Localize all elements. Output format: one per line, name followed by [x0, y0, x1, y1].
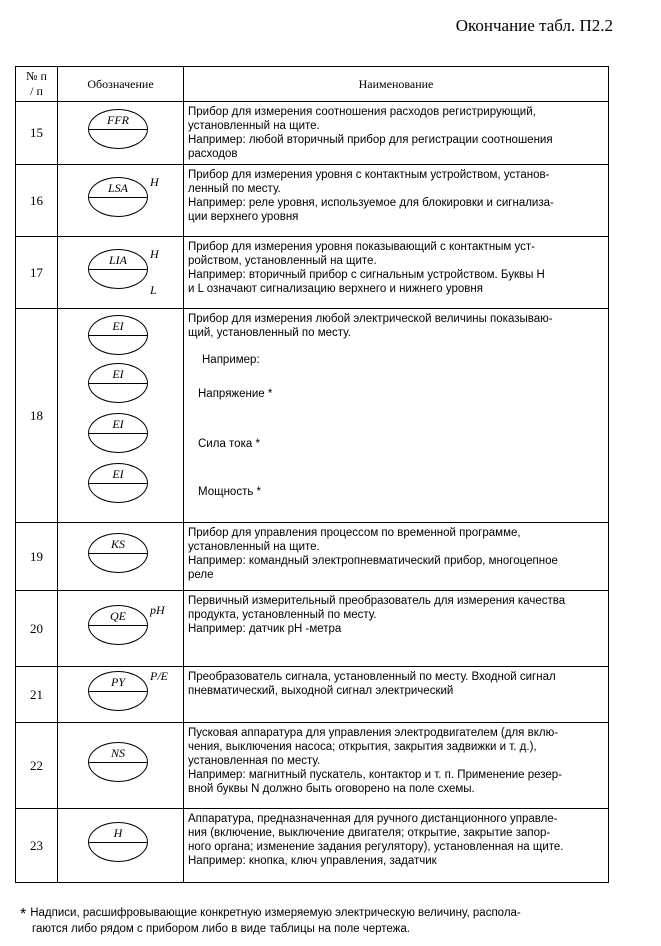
instrument-symbol [58, 102, 184, 165]
table-row [16, 309, 609, 523]
circle-divider-line [89, 553, 147, 554]
instrument-description [184, 102, 609, 165]
instrument-code: H [113, 826, 123, 840]
description-line: ного органа; изменение задания регулятору), установленная на щите. [188, 841, 564, 853]
circle-divider-line [89, 842, 147, 843]
table-row [16, 809, 609, 883]
upper-label: pH [150, 603, 165, 617]
instrument-circle-icon [88, 605, 148, 645]
description-line: ройством, установленный на щите. [188, 255, 377, 267]
upper-label: H [150, 247, 159, 261]
symbols-table [15, 66, 609, 883]
description-line: Например: вторичный прибор с сигнальным устройством. Буквы H [188, 269, 545, 281]
instrument-description [184, 165, 609, 237]
instrument-circle-icon [88, 671, 148, 711]
description-line: чения, выключения насоса; открытия, закрытия задвижки и т. д.), [188, 741, 537, 753]
instrument-description [184, 309, 609, 523]
description-line: Прибор для управления процессом по временной программе, [188, 527, 521, 539]
instrument-symbol [58, 237, 184, 309]
description-line: установленная по месту. [188, 755, 321, 767]
table-row [16, 165, 609, 237]
row-number: 23 [16, 809, 58, 883]
instrument-circle-icon [88, 109, 148, 149]
description-line: расходов [188, 148, 238, 160]
description-line: Например: командный электропневматический прибор, многоцепное [188, 555, 558, 567]
description-line: пневматический, выходной сигнал электрический [188, 685, 454, 697]
table-header-row [16, 67, 609, 102]
description-line: Преобразователь сигнала, установленный по месту. Входной сигнал [188, 671, 556, 683]
description-line: Прибор для измерения соотношения расходов регистрирующий, [188, 106, 536, 118]
instrument-description [184, 723, 609, 809]
header-num: № п / п [16, 67, 58, 102]
description-line: Аппаратура, предназначенная для ручного дистанционного управле- [188, 813, 558, 825]
description-line: Прибор для измерения уровня с контактным устройством, установ- [188, 169, 550, 181]
instrument-symbol [58, 723, 184, 809]
instrument-circle-icon [88, 463, 148, 503]
circle-divider-line [89, 762, 147, 763]
instrument-description [184, 591, 609, 667]
footnote-line-2: гаются либо рядом с прибором либо в виде таблицы на поле чертежа. [32, 923, 410, 935]
description-line: продукта, установленный по месту. [188, 609, 377, 621]
circle-divider-line [89, 269, 147, 270]
example-item: Сила тока * [198, 438, 260, 450]
instrument-symbol [58, 809, 184, 883]
table-row [16, 723, 609, 809]
instrument-code: FFR [107, 113, 129, 127]
row-number: 20 [16, 591, 58, 667]
example-item: Мощность * [198, 486, 261, 498]
circle-divider-line [89, 691, 147, 692]
row-number: 17 [16, 237, 58, 309]
circle-divider-line [89, 197, 147, 198]
row-number: 21 [16, 667, 58, 723]
footnote-star: * [20, 906, 27, 923]
table-row [16, 237, 609, 309]
footnote-line-1: Надписи, расшифровывающие конкретную измеряемую электрическую величину, распола- [30, 907, 521, 919]
instrument-circle-icon [88, 177, 148, 217]
row-number: 16 [16, 165, 58, 237]
table-row [16, 667, 609, 723]
instrument-symbol [58, 165, 184, 237]
description-line: ленный по месту. [188, 183, 281, 195]
description-line: Например: реле уровня, используемое для блокировки и сигнализа- [188, 197, 554, 209]
table-row [16, 523, 609, 591]
instrument-description [184, 667, 609, 723]
example-item: Например: [202, 354, 260, 366]
circle-divider-line [89, 433, 147, 434]
instrument-code: LSA [107, 181, 128, 195]
instrument-description [184, 523, 609, 591]
circle-divider-line [89, 483, 147, 484]
instrument-code: KS [110, 537, 125, 551]
instrument-code: EI [112, 417, 124, 431]
lower-label: L [150, 283, 157, 297]
description-line: Например: кнопка, ключ управления, задатчик [188, 855, 437, 867]
instrument-description [184, 809, 609, 883]
description-line: Например: магнитный пускатель, контактор и т. п. Применение резер- [188, 769, 563, 781]
instrument-code: EI [112, 367, 124, 381]
description-line: Прибор для измерения любой электрической величины показываю- [188, 313, 553, 325]
instrument-circle-icon [88, 533, 148, 573]
circle-divider-line [89, 335, 147, 336]
table-row [16, 102, 609, 165]
description-line: установленный на щите. [188, 120, 320, 132]
instrument-code: QE [110, 609, 126, 623]
example-item: Напряжение * [198, 388, 273, 400]
instrument-code: PY [110, 675, 125, 689]
header-name: Наименование [184, 67, 609, 102]
description-line: реле [188, 569, 214, 581]
instrument-symbol [58, 523, 184, 591]
row-number: 22 [16, 723, 58, 809]
instrument-circle-icon [88, 315, 148, 355]
instrument-circle-icon [88, 742, 148, 782]
circle-divider-line [89, 383, 147, 384]
row-number: 15 [16, 102, 58, 165]
instrument-code: EI [112, 467, 124, 481]
instrument-code: EI [112, 319, 124, 333]
description-line: установленный на щите. [188, 541, 320, 553]
header-symbol: Обозначение [58, 67, 184, 102]
circle-divider-line [89, 625, 147, 626]
instrument-circle-icon [88, 249, 148, 289]
instrument-circle-icon [88, 363, 148, 403]
description-line: Прибор для измерения уровня показывающий с контактным уст- [188, 241, 535, 253]
instrument-code: LIA [109, 253, 127, 267]
instrument-circle-icon [88, 413, 148, 453]
upper-label: P/E [150, 669, 168, 683]
instrument-code: NS [110, 746, 125, 760]
instrument-description [184, 237, 609, 309]
row-number: 19 [16, 523, 58, 591]
description-line: ния (включение, выключение двигателя; открытие, закрытие запор- [188, 827, 551, 839]
upper-label: H [150, 175, 159, 189]
instrument-symbol [58, 591, 184, 667]
instrument-symbol [58, 309, 184, 523]
description-line: ции верхнего уровня [188, 211, 299, 223]
circle-divider-line [89, 129, 147, 130]
description-line: Например: любой вторичный прибор для регистрации соотношения [188, 134, 553, 146]
row-number: 18 [16, 309, 58, 523]
instrument-circle-icon [88, 822, 148, 862]
instrument-symbol [58, 667, 184, 723]
description-line: Например: датчик pH -метра [188, 623, 342, 635]
footnote [20, 906, 620, 937]
description-line: и L означают сигнализацию верхнего и нижнего уровня [188, 283, 483, 295]
description-line: Пусковая аппаратура для управления электродвигателем (для вклю- [188, 727, 559, 739]
table-row [16, 591, 609, 667]
description-line: щий, установленный по месту. [188, 327, 351, 339]
description-line: Первичный измерительный преобразователь для измерения качества [188, 595, 566, 607]
table-caption: Окончание табл. П2.2 [455, 16, 613, 35]
description-line: вной буквы N должно быть оговорено на поле схемы. [188, 783, 475, 795]
